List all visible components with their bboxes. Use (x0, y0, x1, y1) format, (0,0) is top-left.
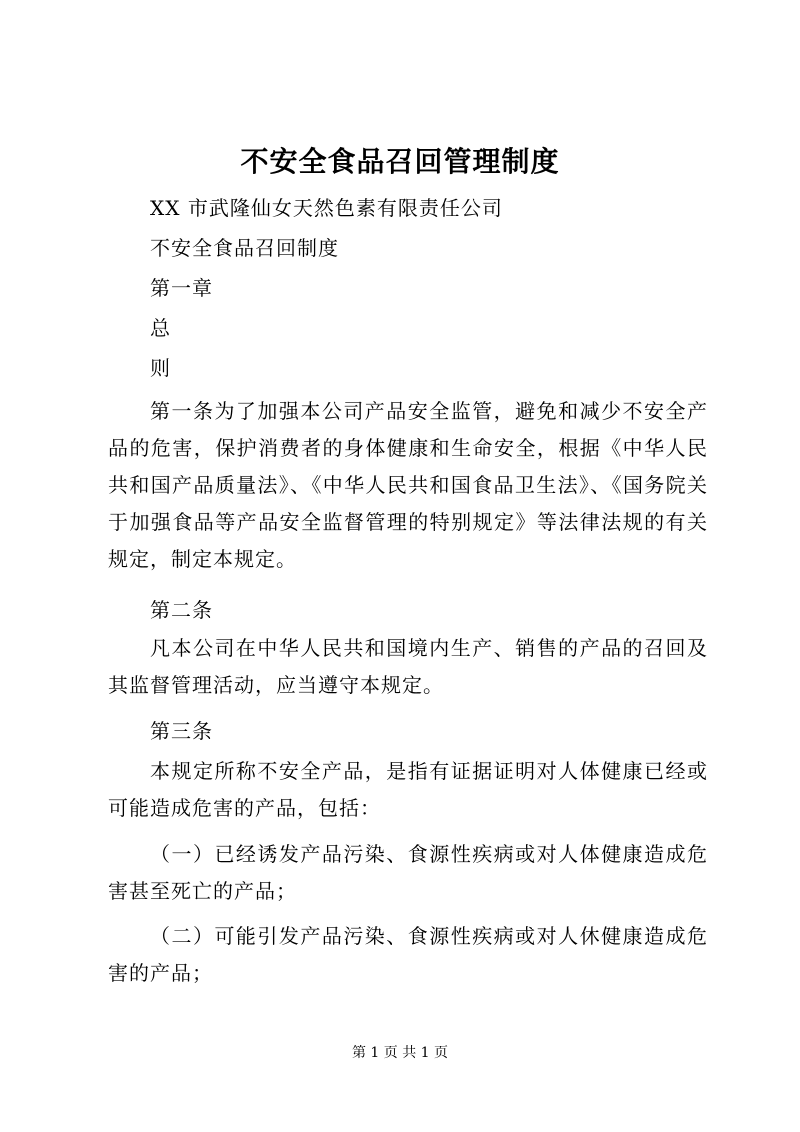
article-3-paragraph: 本规定所称不安全产品，是指有证据证明对人体健康已经或可能造成危害的产品，包括： (108, 759, 708, 820)
document-subtitle: 不安全食品召回制度 (150, 236, 339, 260)
chapter-name-part1: 总 (150, 316, 171, 340)
article-3-heading: 第三条 (150, 719, 213, 743)
chapter-name-part2: 则 (150, 356, 171, 380)
article-2-paragraph: 凡本公司在中华人民共和国境内生产、销售的产品的召回及其监督管理活动，应当遵守本规定。 (108, 636, 708, 697)
company-name: XX 市武隆仙女天然色素有限责任公司 (150, 196, 503, 220)
list-item-2: （二）可能引发产品污染、食源性疾病或对人休健康造成危害的产品； (108, 924, 708, 985)
article-1-paragraph: 第一条为了加强本公司产品安全监管，避免和减少不安全产品的危害，保护消费者的身体健康和生命安全，根据《中华人民共和国产品质量法》、《中华人民共和国食品卫生法》、《国务院关于加强食品等产品安全监督管理的特别规定》等法律法规的有关规定，制定本规定。 (108, 399, 708, 571)
page-number-footer: 第 1 页 共 1 页 (351, 1045, 449, 1061)
list-item-1: （一）已经诱发产品污染、食源性疾病或对人体健康造成危害甚至死亡的产品； (108, 842, 708, 903)
chapter-heading: 第一章 (150, 276, 213, 300)
article-2-heading: 第二条 (150, 598, 213, 622)
document-title: 不安全食品召回管理制度 (240, 145, 560, 178)
